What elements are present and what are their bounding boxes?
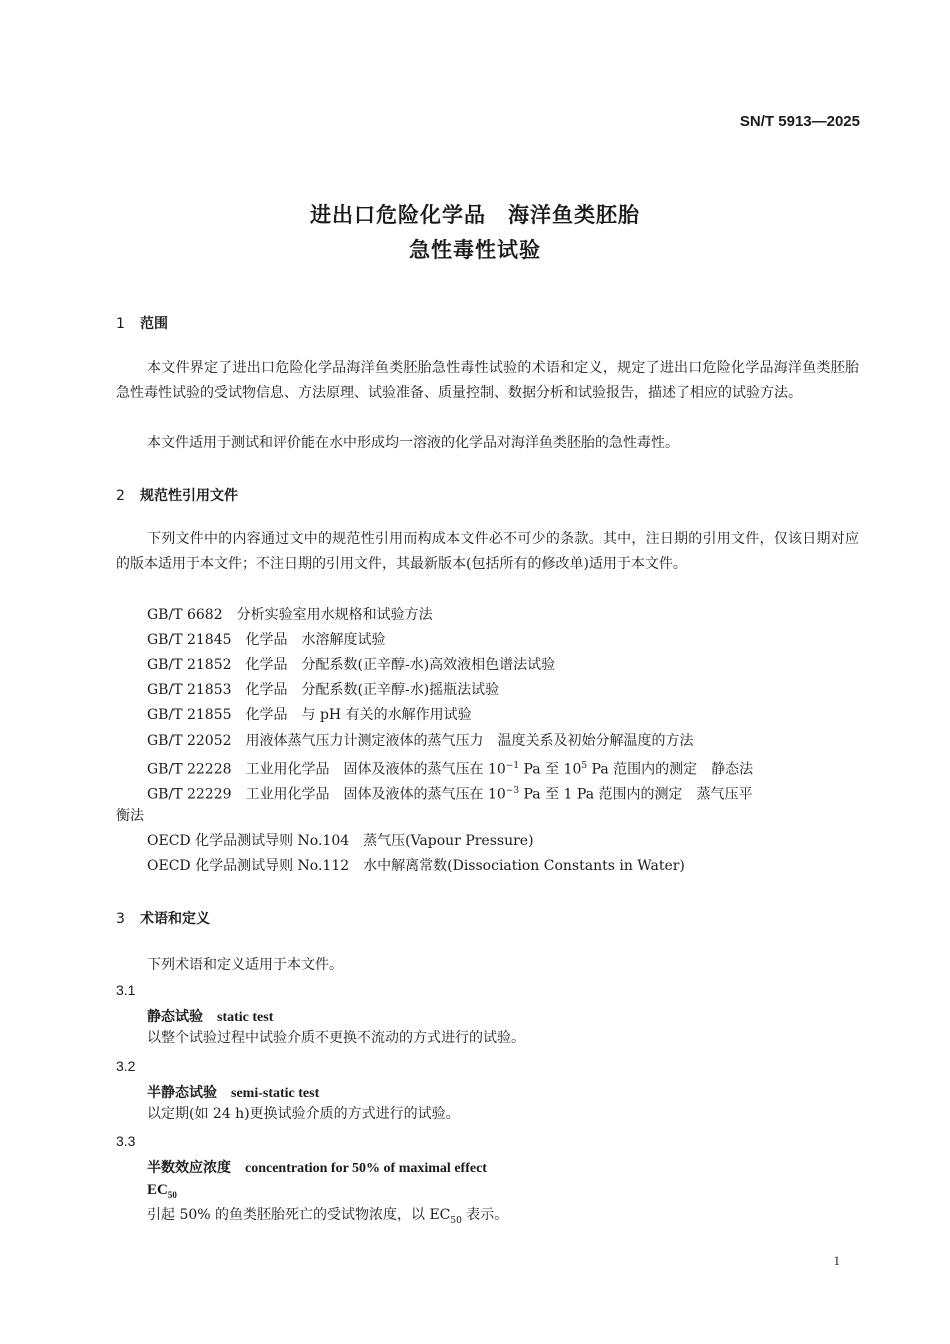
page-number: 1 [833, 1253, 840, 1268]
section-heading-normative-references [116, 485, 238, 505]
reference-text: Pa 范围内的测定 静态法 [587, 761, 754, 778]
term-english: static test [217, 1010, 274, 1025]
references-intro: 下列文件中的内容通过文中的规范性引用而构成本文件必不可少的条款。其中，注日期的引用文件，仅该日期对应的版本适用于本文件；不注日期的引用文件，其最新版本(包括所有的修改单)适用于本文件。 [116, 531, 859, 572]
term-chinese: 静态试验 [147, 1009, 203, 1025]
scope-paragraph-1: 本文件界定了进出口危险化学品海洋鱼类胚胎急性毒性试验的术语和定义，规定了进出口危险化学品海洋鱼类胚胎急性毒性试验的受试物信息、方法原理、试验准备、质量控制、数据分析和试验报告，描述了相应的试验方法。 [116, 360, 859, 401]
reference-item: OECD 化学品测试导则 No.112 水中解离常数(Dissociation Constants in Water) [147, 858, 685, 874]
term-number: 3.3 [116, 1133, 136, 1149]
term-heading [147, 1157, 487, 1177]
reference-text: Pa 至 10 [519, 761, 582, 778]
section-number: 2 [116, 488, 125, 504]
terms-intro: 下列术语和定义适用于本文件。 [147, 957, 343, 973]
reference-item: GB/T 21852 化学品 分配系数(正辛醇-水)高效液相色谱法试验 [147, 657, 556, 673]
term-heading [147, 1006, 273, 1026]
exponent: −1 [505, 761, 520, 771]
subscript: 50 [450, 1215, 462, 1226]
reference-item-continuation: 衡法 [116, 808, 144, 824]
document-title-line1: 进出口危险化学品 海洋鱼类胚胎 [310, 203, 640, 227]
reference-text: GB/T 22229 工业用化学品 固体及液体的蒸气压在 10 [147, 786, 506, 803]
reference-item: GB/T 21845 化学品 水溶解度试验 [147, 632, 386, 648]
reference-text: Pa 至 1 Pa 范围内的测定 蒸气压平 [519, 786, 753, 803]
term-symbol [147, 1182, 177, 1200]
section-number: 1 [116, 316, 125, 332]
section-title: 规范性引用文件 [140, 488, 238, 504]
document-title-line2: 急性毒性试验 [409, 238, 541, 262]
exponent: 5 [581, 761, 588, 771]
reference-text: GB/T 22228 工业用化学品 固体及液体的蒸气压在 10 [147, 761, 506, 778]
term-chinese: 半数效应浓度 [147, 1160, 231, 1176]
section-heading-terms [116, 908, 210, 928]
term-chinese: 半静态试验 [147, 1085, 217, 1101]
section-title: 术语和定义 [140, 911, 210, 927]
term-heading [147, 1082, 319, 1102]
exponent: −3 [505, 786, 520, 796]
definition-text: 引起 50% 的鱼类胚胎死亡的受试物浓度，以 EC [147, 1207, 451, 1223]
reference-item: GB/T 21855 化学品 与 pH 有关的水解作用试验 [147, 707, 472, 723]
term-number: 3.2 [116, 1058, 136, 1074]
section-number: 3 [116, 911, 125, 927]
reference-item: GB/T 21853 化学品 分配系数(正辛醇-水)摇瓶法试验 [147, 682, 500, 698]
reference-item [147, 779, 753, 808]
term-definition [147, 1203, 508, 1234]
term-definition: 以整个试验过程中试验介质不更换不流动的方式进行的试验。 [147, 1030, 525, 1046]
symbol-subscript: 50 [167, 1190, 177, 1200]
term-definition: 以定期(如 24 h)更换试验介质的方式进行的试验。 [147, 1106, 460, 1122]
standard-number: SN/T 5913—2025 [739, 113, 860, 130]
section-title: 范围 [140, 316, 168, 332]
section-heading-scope [116, 313, 168, 333]
term-number: 3.1 [116, 982, 136, 998]
reference-item: GB/T 22052 用液体蒸气压力计测定液体的蒸气压力 温度关系及初始分解温度的方法 [147, 733, 694, 749]
term-english: concentration for 50% of maximal effect [245, 1161, 487, 1176]
reference-item: GB/T 6682 分析实验室用水规格和试验方法 [147, 607, 433, 623]
term-english: semi-static test [231, 1086, 320, 1101]
symbol-text: EC [147, 1182, 168, 1198]
definition-text: 表示。 [461, 1207, 509, 1223]
scope-paragraph-2: 本文件适用于测试和评价能在水中形成均一溶液的化学品对海洋鱼类胚胎的急性毒性。 [147, 435, 679, 451]
reference-item: OECD 化学品测试导则 No.104 蒸气压(Vapour Pressure) [147, 833, 534, 849]
